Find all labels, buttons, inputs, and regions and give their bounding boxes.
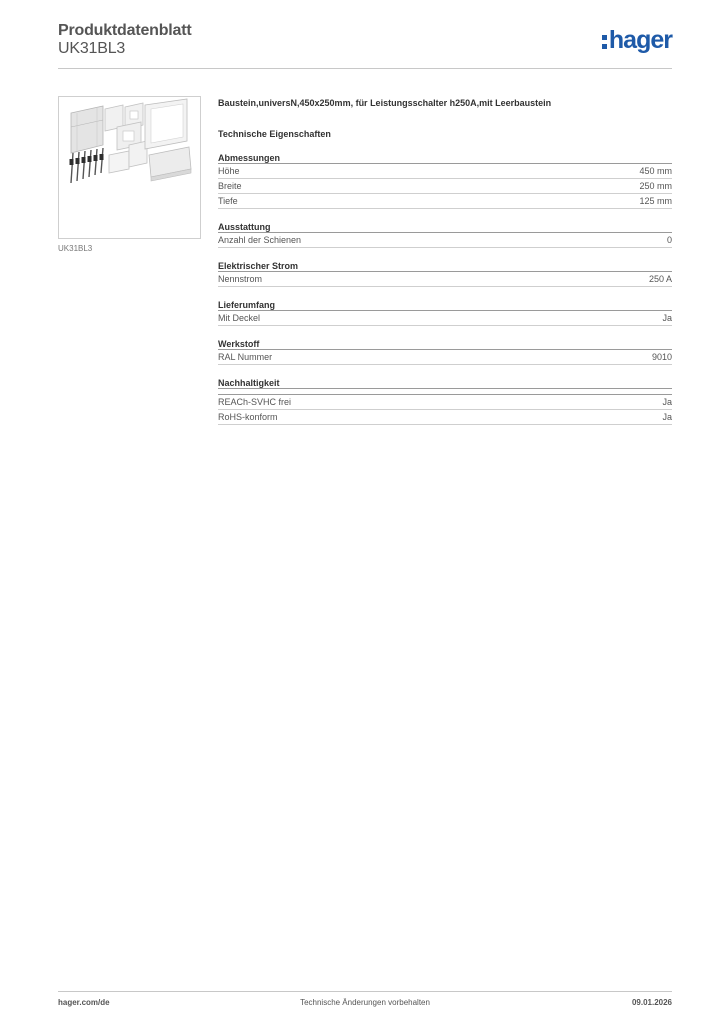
product-description: Baustein,universN,450x250mm, für Leistungsschalter h250A,mit Leerbaustein	[218, 98, 552, 108]
spec-row	[218, 179, 672, 194]
spec-value: 250 mm	[639, 181, 672, 191]
spec-row	[218, 233, 672, 248]
section-sustainability	[218, 377, 672, 425]
section-electric-current	[218, 260, 672, 287]
page-header	[58, 20, 672, 70]
section-dimensions	[218, 152, 672, 209]
footer-website-link[interactable]: hager.com/de	[58, 998, 110, 1007]
product-illustration	[59, 97, 200, 238]
tech-properties-heading: Technische Eigenschaften	[218, 129, 331, 139]
hager-logo	[602, 28, 672, 53]
document-title: Produktdatenblatt	[58, 22, 192, 39]
section-title: Elektrischer Strom	[218, 260, 672, 272]
section-title: Ausstattung	[218, 221, 672, 233]
spec-label: Mit Deckel	[218, 313, 261, 323]
section-title: Nachhaltigkeit	[218, 377, 672, 389]
spec-value: Ja	[662, 397, 672, 407]
spec-row	[218, 164, 672, 179]
footer-date: 09.01.2026	[631, 998, 672, 1007]
spec-label: RAL Nummer	[218, 352, 273, 362]
image-caption: UK31BL3	[58, 244, 93, 253]
spec-value: 0	[666, 235, 672, 245]
section-delivery-scope	[218, 299, 672, 326]
spec-label: RoHS-konform	[218, 412, 278, 422]
spec-value: 9010	[651, 352, 672, 362]
section-title: Abmessungen	[218, 152, 672, 164]
section-title: Lieferumfang	[218, 299, 672, 311]
product-specs	[218, 92, 672, 425]
spec-value: Ja	[662, 412, 672, 422]
spec-row	[218, 311, 672, 326]
product-image	[58, 96, 201, 239]
footer-notice: Technische Änderungen vorbehalten	[300, 998, 430, 1007]
spec-value: 125 mm	[639, 196, 672, 206]
logo-colon-icon	[602, 33, 607, 49]
header-divider	[58, 68, 672, 69]
spec-label: Anzahl der Schienen	[218, 235, 302, 245]
spec-label: Höhe	[218, 166, 240, 176]
spec-value: Ja	[662, 313, 672, 323]
spec-row	[218, 194, 672, 209]
spec-row	[218, 350, 672, 365]
spec-label: REACh-SVHC frei	[218, 397, 292, 407]
spec-row	[218, 395, 672, 410]
logo-text: hager	[608, 26, 672, 54]
section-title: Werkstoff	[218, 338, 672, 350]
footer-divider	[58, 991, 672, 992]
spec-label: Nennstrom	[218, 274, 263, 284]
spec-row	[218, 410, 672, 425]
spec-row	[218, 272, 672, 287]
spec-value: 250 A	[648, 274, 672, 284]
document-subtitle: UK31BL3	[58, 40, 126, 57]
section-equipment	[218, 221, 672, 248]
spec-label: Breite	[218, 181, 242, 191]
spec-label: Tiefe	[218, 196, 238, 206]
spec-value: 450 mm	[639, 166, 672, 176]
section-material	[218, 338, 672, 365]
